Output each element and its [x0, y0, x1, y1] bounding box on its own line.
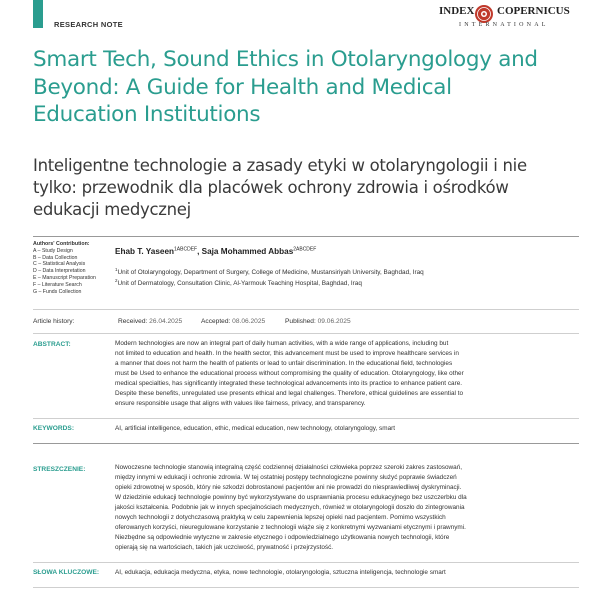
affiliation-text: Unit of Otolaryngology, Department of Surgery, College of Medicine, Mustansiriyah University, Baghdad, Iraq	[117, 269, 424, 276]
text-line: must be Used to enhance the educational process without compromising the quality of education. Otolaryngology, like other	[115, 370, 464, 377]
article-title-polish: Inteligentne technologie a zasady etyki w otolaryngologii i nie tylko: przewodnik dla placówek ochrony zdrowia i ośrodków edukacji medycznej	[33, 156, 527, 219]
affiliation-number: 2	[115, 277, 118, 283]
logo-word-copernicus: COPERNICUS	[497, 5, 570, 17]
text-line: opieki zdrowotnej w sposób, który nie szkodzi dobrostanowi pacjentów ani nie prowadzi do niesprawiedliwej dyskryminacji.	[115, 484, 462, 491]
divider	[33, 587, 579, 588]
contribution-item: E – Manuscript Preparation	[33, 274, 96, 281]
text-line: jakości kształcenia. Podobnie jak w innych specjalnościach medycznych, również w otolaryngologii doszło do zintegrowania	[115, 504, 465, 511]
contribution-item: B – Data Collection	[33, 254, 78, 261]
contribution-item: D – Data Interpretation	[33, 268, 86, 275]
article-history-label: Article history:	[33, 318, 75, 325]
author-name: Ehab T. Yaseen	[115, 247, 175, 256]
text-line: ensure responsible usage that aligns with values like fairness, privacy, and transparency.	[115, 400, 366, 407]
text-line: a manner that does not harm the health of patients or lead to unfair discrimination. In the educational field, technologies	[115, 360, 453, 367]
article-title-english: Smart Tech, Sound Ethics in Otolaryngology and Beyond: A Guide for Health and Medical Education Institutions	[33, 47, 538, 127]
logo-subtitle: INTERNATIONAL	[459, 22, 549, 28]
index-copernicus-logo	[439, 5, 579, 35]
published-value: 09.06.2025	[317, 318, 351, 325]
text-line: nowych technologii z dotychczasową praktyką w celu zapewnienia lepszej opieki nad pacjentem. Pomimo wszystkich	[115, 514, 446, 521]
divider	[33, 418, 579, 419]
text-line: Modern technologies are now an integral part of daily human activities, with a wide range of applications, including but	[115, 340, 449, 347]
streszczenie-text	[115, 463, 577, 553]
section-label: RESEARCH NOTE	[54, 20, 123, 29]
text-line: medical specialties, has significantly integrated these technological advancements into its practice to enhance patient care.	[115, 380, 463, 387]
accent-bar	[33, 0, 43, 28]
contribution-item: C – Statistical Analysis	[33, 261, 86, 268]
divider	[33, 309, 579, 310]
text-line: oferowanych korzyści, nieuregulowane korzystanie z technologii wiąże się z konkretnymi wyzwaniami etycznymi i prawnymi.	[115, 524, 466, 531]
text-line: Nowoczesne technologie stanowią integralną część codziennej działalności człowieka poprzez szeroki zakres zastosowań,	[115, 464, 463, 471]
accepted-date	[201, 318, 265, 325]
affiliation-number: 1	[115, 266, 118, 272]
published-label: Published:	[285, 318, 316, 325]
divider	[33, 443, 579, 444]
divider	[33, 333, 579, 334]
authors-contribution-legend	[33, 241, 108, 295]
slowa-kluczowe-text: AI, edukacja, edukacja medyczna, etyka, nowe technologie, otolaryngologia, sztuczna inteligencja, technologie smart	[115, 569, 446, 576]
contribution-heading: Authors' Contribution:	[33, 241, 90, 247]
author-separator: ,	[197, 247, 202, 256]
accepted-label: Accepted:	[201, 318, 231, 325]
contribution-item: G – Funds Collection	[33, 288, 82, 295]
streszczenie-label: STRESZCZENIE:	[33, 466, 86, 473]
logo-word-index: INDEX	[439, 5, 475, 17]
copernicus-seal-icon	[474, 4, 494, 24]
contribution-item: A – Study Design	[33, 247, 73, 254]
received-date	[118, 318, 182, 325]
divider	[33, 236, 579, 237]
text-line: Niezbędne są odpowiednie wytyczne w zakresie etycznego i odpowiedzialnego użytkowania nowych technologii, które	[115, 534, 450, 541]
slowa-kluczowe-label: SŁOWA KLUCZOWE:	[33, 569, 100, 576]
accepted-value: 08.06.2025	[232, 318, 266, 325]
text-line: W dziedzinie edukacji technologie powinny być wykorzystywane do usprawniania procesu edukacyjnego bez uszczerbku dla	[115, 494, 467, 501]
author-list	[115, 247, 316, 256]
text-line: między innymi w edukacji i ochronie zdrowia. W tej ostatniej postępy technologiczne powinny służyć poprawie świadczeń	[115, 474, 457, 481]
author-contribution-codes: 1ABCDEF	[174, 246, 198, 253]
affiliation	[115, 277, 575, 287]
author-contribution-codes: 2ABCDEF	[293, 246, 317, 253]
text-line: opierają się na wartościach, takich jak uczciwość, prywatność i przejrzystość.	[115, 544, 334, 551]
keywords-text: AI, artificial intelligence, education, ethic, medical education, new technology, otolaryngology, smart	[115, 425, 396, 432]
received-value: 26.04.2025	[149, 318, 183, 325]
abstract-label: ABSTRACT:	[33, 341, 71, 348]
divider	[33, 562, 579, 563]
text-line: not limited to education and health. In the health sector, this advancement must be used to improve healthcare services in	[115, 350, 459, 357]
received-label: Received:	[118, 318, 148, 325]
abstract-text	[115, 339, 577, 409]
author-name: Saja Mohammed Abbas	[201, 247, 294, 256]
contribution-item: F – Literature Search	[33, 281, 82, 288]
published-date	[285, 318, 351, 325]
affiliation	[115, 266, 575, 276]
keywords-label: KEYWORDS:	[33, 425, 75, 432]
text-line: Despite these benefits, unregulated use presents ethical and legal challenges. Therefore, ethical guidelines are essential to	[115, 390, 464, 397]
affiliation-text: Unit of Dermatology, Consultation Clinic, Al-Yarmouk Teaching Hospital, Baghdad, Iraq	[117, 280, 362, 287]
